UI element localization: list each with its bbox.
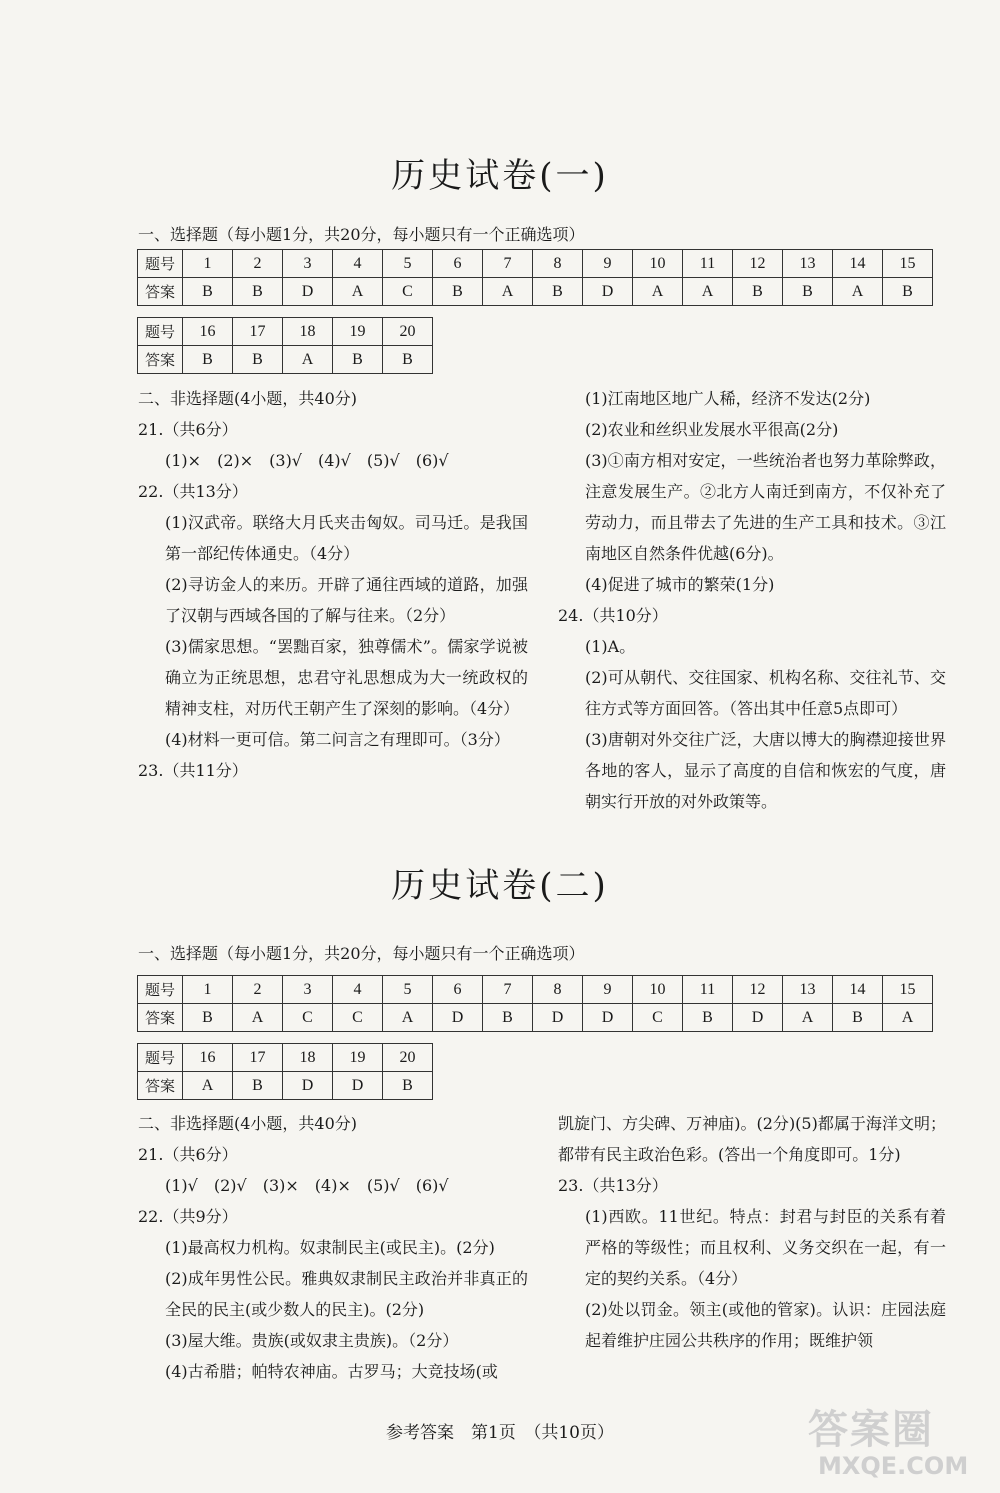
question-number: 12 xyxy=(733,976,783,1004)
answer-cell: B xyxy=(383,346,433,374)
answer-cell: D xyxy=(433,1004,483,1032)
answer-paragraph: (4)古希腊；帕特农神庙。古罗马；大竞技场(或 xyxy=(165,1362,498,1381)
question-number: 9 xyxy=(583,250,633,278)
question-number: 12 xyxy=(733,250,783,278)
answer-cell: A xyxy=(283,346,333,374)
question-number: 18 xyxy=(283,318,333,346)
answer-paragraph: (1)西欧。11世纪。特点：封君与封臣的关系有着严格的等级性；而且权利、义务交织在一起，有一定的契约关系。（4分） xyxy=(585,1207,946,1288)
answer-cell: D xyxy=(733,1004,783,1032)
answer-cell: B xyxy=(183,346,233,374)
paper2-answer-table-2 xyxy=(137,1043,433,1100)
row-label: 题号 xyxy=(138,250,183,278)
answer-cell: A xyxy=(233,1004,283,1032)
question-number: 3 xyxy=(283,976,333,1004)
table-row xyxy=(138,1072,433,1100)
question-number: 1 xyxy=(183,250,233,278)
answer-cell: D xyxy=(333,1072,383,1100)
question-number: 3 xyxy=(283,250,333,278)
watermark-text: 答案圈 xyxy=(808,1407,934,1453)
row-label: 题号 xyxy=(138,976,183,1004)
table-row xyxy=(138,346,433,374)
watermark-logo xyxy=(808,1398,988,1488)
section-heading: 二、非选择题(4小题，共40分) xyxy=(138,389,358,408)
watermark-url: MXQE.COM xyxy=(818,1452,969,1480)
question-number: 14 xyxy=(833,250,883,278)
paper2-title: 历史试卷(二) xyxy=(391,866,609,906)
question-number: 5 xyxy=(383,976,433,1004)
question-number: 4 xyxy=(333,976,383,1004)
answer-cell: B xyxy=(233,278,283,306)
row-label: 题号 xyxy=(138,318,183,346)
answer-cell: A xyxy=(683,278,733,306)
row-label: 题号 xyxy=(138,1044,183,1072)
answer-line: (1)√ (2)√ (3)× (4)× (5)√ (6)√ xyxy=(165,1176,449,1195)
answer-cell: A xyxy=(783,1004,833,1032)
paper1-answer-table-1 xyxy=(137,249,933,306)
question-number: 16 xyxy=(183,1044,233,1072)
question-number: 10 xyxy=(633,976,683,1004)
paper1-answer-table-2 xyxy=(137,317,433,374)
paper1-title: 历史试卷(一) xyxy=(391,156,609,196)
answer-cell: B xyxy=(783,278,833,306)
question-number: 15 xyxy=(883,250,933,278)
answer-cell: A xyxy=(833,278,883,306)
question-number: 1 xyxy=(183,976,233,1004)
answer-paragraph: (3)儒家思想。“罢黜百家，独尊儒术”。儒家学说被确立为正统思想，忠君守礼思想成为大一统政权的精神支柱，对历代王朝产生了深刻的影响。（4分） xyxy=(165,637,528,718)
page-footer: 参考答案 第1页 （共10页） xyxy=(386,1423,614,1443)
answer-cell: D xyxy=(283,278,333,306)
question-number: 13 xyxy=(783,976,833,1004)
answer-paragraph: (1)汉武帝。联络大月氏夹击匈奴。司马迁。是我国第一部纪传体通史。（4分） xyxy=(165,513,528,563)
answer-paragraph: (4)促进了城市的繁荣(1分) xyxy=(585,575,775,594)
question-number: 15 xyxy=(883,976,933,1004)
question-number: 17 xyxy=(233,318,283,346)
question-number: 6 xyxy=(433,976,483,1004)
answer-cell: C xyxy=(333,1004,383,1032)
question-number: 17 xyxy=(233,1044,283,1072)
table-row xyxy=(138,278,933,306)
question-heading: 21.（共6分） xyxy=(138,420,238,439)
question-heading: 24.（共10分） xyxy=(558,606,668,625)
paper2-answer-table-1 xyxy=(137,975,933,1032)
answer-cell: A xyxy=(333,278,383,306)
paper1-left-column xyxy=(138,383,528,786)
table-row xyxy=(138,1004,933,1032)
question-number: 2 xyxy=(233,976,283,1004)
question-number: 8 xyxy=(533,976,583,1004)
answer-paragraph: (2)成年男性公民。雅典奴隶制民主政治并非真正的全民的民主(或少数人的民主)。(2分) xyxy=(165,1269,528,1319)
question-number: 13 xyxy=(783,250,833,278)
question-number: 11 xyxy=(683,976,733,1004)
answer-cell: B xyxy=(383,1072,433,1100)
answer-paragraph: (2)农业和丝织业发展水平很高(2分) xyxy=(585,420,839,439)
answer-paragraph: (1)江南地区地广人稀，经济不发达(2分) xyxy=(585,389,871,408)
question-number: 6 xyxy=(433,250,483,278)
answer-cell: D xyxy=(583,278,633,306)
answer-paragraph: (3)①南方相对安定，一些统治者也努力革除弊政，注意发展生产。②北方人南迁到南方，不仅补充了劳动力，而且带去了先进的生产工具和技术。③江南地区自然条件优越(6分)。 xyxy=(585,451,946,563)
row-label: 答案 xyxy=(138,1004,183,1032)
answer-cell: D xyxy=(583,1004,633,1032)
answer-cell: A xyxy=(633,278,683,306)
answer-cell: B xyxy=(233,1072,283,1100)
question-number: 20 xyxy=(383,318,433,346)
section-heading: 二、非选择题(4小题，共40分) xyxy=(138,1114,358,1133)
answer-cell: B xyxy=(733,278,783,306)
row-label: 答案 xyxy=(138,346,183,374)
paper1-right-column xyxy=(558,383,946,817)
answer-cell: B xyxy=(433,278,483,306)
question-number: 16 xyxy=(183,318,233,346)
question-number: 5 xyxy=(383,250,433,278)
table-row xyxy=(138,250,933,278)
answer-cell: B xyxy=(833,1004,883,1032)
question-number: 7 xyxy=(483,250,533,278)
answer-paragraph: 凯旋门、方尖碑、万神庙)。(2分)(5)都属于海洋文明；都带有民主政治色彩。(答出一个角度即可。1分) xyxy=(558,1114,946,1164)
row-label: 答案 xyxy=(138,1072,183,1100)
question-number: 11 xyxy=(683,250,733,278)
answer-paragraph: (4)材料一更可信。第二问言之有理即可。（3分） xyxy=(165,730,510,749)
answer-cell: C xyxy=(283,1004,333,1032)
answer-cell: C xyxy=(383,278,433,306)
question-number: 8 xyxy=(533,250,583,278)
answer-cell: B xyxy=(183,278,233,306)
answer-paragraph: (1)A。 xyxy=(585,637,636,656)
answer-cell: B xyxy=(683,1004,733,1032)
paper2-choice-heading: 一、选择题（每小题1分，共20分，每小题只有一个正确选项） xyxy=(138,944,585,963)
answer-paragraph: (3)唐朝对外交往广泛，大唐以博大的胸襟迎接世界各地的客人，显示了高度的自信和恢宏的气度，唐朝实行开放的对外政策等。 xyxy=(585,730,946,811)
answer-paragraph: (2)寻访金人的来历。开辟了通往西域的道路，加强了汉朝与西域各国的了解与往来。（2分） xyxy=(165,575,528,625)
paper1-choice-heading: 一、选择题（每小题1分，共20分，每小题只有一个正确选项） xyxy=(138,225,585,244)
question-number: 9 xyxy=(583,976,633,1004)
question-number: 7 xyxy=(483,976,533,1004)
table-row xyxy=(138,1044,433,1072)
question-number: 4 xyxy=(333,250,383,278)
answer-paragraph: (1)最高权力机构。奴隶制民主(或民主)。(2分) xyxy=(165,1238,495,1257)
question-number: 2 xyxy=(233,250,283,278)
question-number: 19 xyxy=(333,1044,383,1072)
question-number: 14 xyxy=(833,976,883,1004)
table-row xyxy=(138,318,433,346)
row-label: 答案 xyxy=(138,278,183,306)
answer-line: (1)× (2)× (3)√ (4)√ (5)√ (6)√ xyxy=(165,451,449,470)
answer-cell: B xyxy=(883,278,933,306)
question-heading: 23.（共11分） xyxy=(138,761,248,780)
answer-cell: B xyxy=(533,278,583,306)
question-number: 18 xyxy=(283,1044,333,1072)
answer-cell: B xyxy=(233,346,283,374)
answer-cell: A xyxy=(183,1072,233,1100)
answer-paragraph: (2)处以罚金。领主(或他的管家)。认识：庄园法庭起着维护庄园公共秩序的作用；既维护领 xyxy=(585,1300,946,1350)
paper2-left-column xyxy=(138,1108,528,1387)
question-heading: 21.（共6分） xyxy=(138,1145,238,1164)
answer-cell: B xyxy=(183,1004,233,1032)
question-heading: 22.（共13分） xyxy=(138,482,248,501)
question-number: 20 xyxy=(383,1044,433,1072)
answer-cell: A xyxy=(883,1004,933,1032)
paper2-right-column xyxy=(558,1108,946,1356)
answer-cell: C xyxy=(633,1004,683,1032)
question-heading: 23.（共13分） xyxy=(558,1176,668,1195)
answer-cell: B xyxy=(333,346,383,374)
answer-paragraph: (2)可从朝代、交往国家、机构名称、交往礼节、交往方式等方面回答。（答出其中任意5点即可） xyxy=(585,668,946,718)
answer-cell: D xyxy=(533,1004,583,1032)
answer-paragraph: (3)屋大维。贵族(或奴隶主贵族)。（2分） xyxy=(165,1331,459,1350)
table-row xyxy=(138,976,933,1004)
question-number: 10 xyxy=(633,250,683,278)
answer-cell: D xyxy=(283,1072,333,1100)
question-number: 19 xyxy=(333,318,383,346)
answer-cell: A xyxy=(483,278,533,306)
answer-cell: A xyxy=(383,1004,433,1032)
question-heading: 22.（共9分） xyxy=(138,1207,238,1226)
answer-cell: B xyxy=(483,1004,533,1032)
